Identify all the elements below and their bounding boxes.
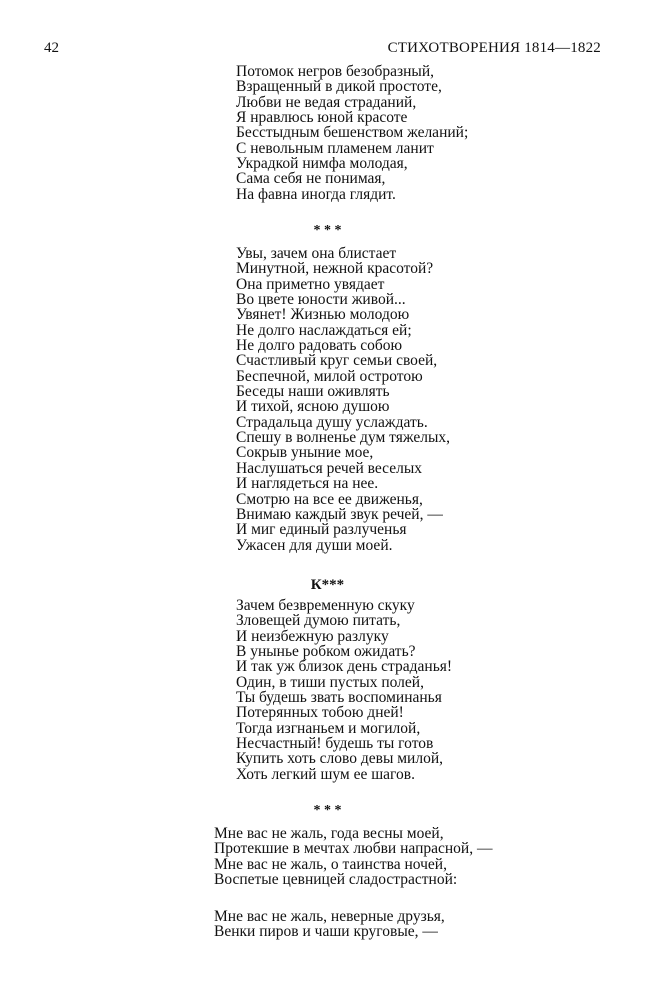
section-separator: * * * — [313, 223, 342, 238]
verse-line: И неизбежную разлуку — [236, 627, 389, 645]
verse-line: Зловещей думою питать, — [236, 612, 401, 630]
verse-line: Любви не ведая страданий, — [236, 93, 417, 111]
verse-line: Ты будешь звать воспоминанья — [236, 689, 442, 707]
verse-line: Наслушаться речей веселых — [236, 459, 423, 477]
verse-line: Я нравлюсь юной красоте — [236, 109, 408, 127]
verse-line: Потерянных тобою дней! — [236, 704, 404, 722]
verse-line: И наглядеться на нее. — [236, 475, 379, 493]
verse-line: Не долго радовать собою — [236, 337, 403, 355]
poem-2 — [236, 246, 450, 553]
verse-line: Смотрю на все ее движенья, — [236, 490, 423, 508]
verse-line: Зачем безвременную скуку — [236, 597, 415, 614]
verse-line: Счастливый круг семьи своей, — [236, 352, 438, 370]
verse-line: Бесстыдным бешенством желаний; — [236, 124, 469, 142]
verse-line: С невольным пламенем ланит — [236, 139, 434, 157]
verse-line: Увянет! Жизнью молодою — [236, 306, 410, 324]
poem-end-stanza — [236, 64, 468, 202]
verse-line: Купить хоть слово девы милой, — [236, 750, 443, 768]
verse-line: В унынье робком ожидать? — [236, 643, 416, 661]
verse-line: Внимаю каждый звук речей, — — [236, 505, 443, 523]
verse-line: Тогда изгнаньем и могилой, — [236, 719, 421, 737]
verse-line: Несчастный! будешь ты готов — [236, 735, 434, 753]
verse-line: Не долго наслаждаться ей; — [236, 321, 412, 339]
verse-line: Венки пиров и чаши круговые, — — [214, 923, 438, 941]
verse-line: Мне вас не жаль, года весны моей, — [214, 825, 444, 842]
section-separator: * * * — [313, 803, 342, 818]
verse-line: Ужасен для души моей. — [236, 536, 393, 554]
verse-line: Беседы наши оживлять — [236, 383, 390, 401]
poem-3-title: К*** — [310, 577, 345, 593]
verse-line: Воспетые цевницей сладострастной: — [214, 871, 458, 889]
verse-line: Увы, зачем она блистает — [236, 245, 397, 262]
verse-line: Потомок негров безобразный, — [236, 63, 435, 80]
verse-line: Она приметно увядает — [236, 275, 385, 293]
verse-line: Мне вас не жаль, неверные друзья, — [214, 908, 445, 925]
verse-line: Протекшие в мечтах любви напрасной, — — [214, 840, 493, 858]
page-number: 42 — [44, 40, 59, 56]
running-head: СТИХОТВОРЕНИЯ 1814—1822 — [387, 40, 601, 56]
verse-line: И тихой, ясною душою — [236, 398, 390, 416]
poem-4-stanza-2 — [214, 909, 445, 940]
verse-line: Минутной, нежной красотой? — [236, 260, 434, 278]
verse-line: На фавна иногда глядит. — [236, 185, 396, 203]
verse-line: Взращенный в дикой простоте, — [236, 78, 442, 96]
poem-4-stanza-1 — [214, 826, 492, 887]
verse-line: Сама себя не понимая, — [236, 170, 386, 188]
verse-line: Страдальца душу услаждать. — [236, 413, 428, 431]
verse-line: И миг единый разлученья — [236, 521, 407, 539]
verse-line: Сокрыв уныние мое, — [236, 444, 374, 462]
verse-line: И так уж близок день страданья! — [236, 658, 453, 676]
verse-line: Во цвете юности живой... — [236, 291, 406, 309]
verse-line: Один, в тиши пустых полей, — [236, 673, 424, 691]
verse-line: Беспечной, милой остротою — [236, 367, 423, 385]
verse-line: Мне вас не жаль, о таинства ночей, — [214, 855, 447, 873]
verse-line: Спешу в волненье дум тяжелых, — [236, 429, 451, 447]
poem-3 — [236, 598, 452, 782]
verse-line: Украдкой нимфа молодая, — [236, 155, 408, 173]
verse-line: Хоть легкий шум ее шагов. — [236, 765, 415, 783]
